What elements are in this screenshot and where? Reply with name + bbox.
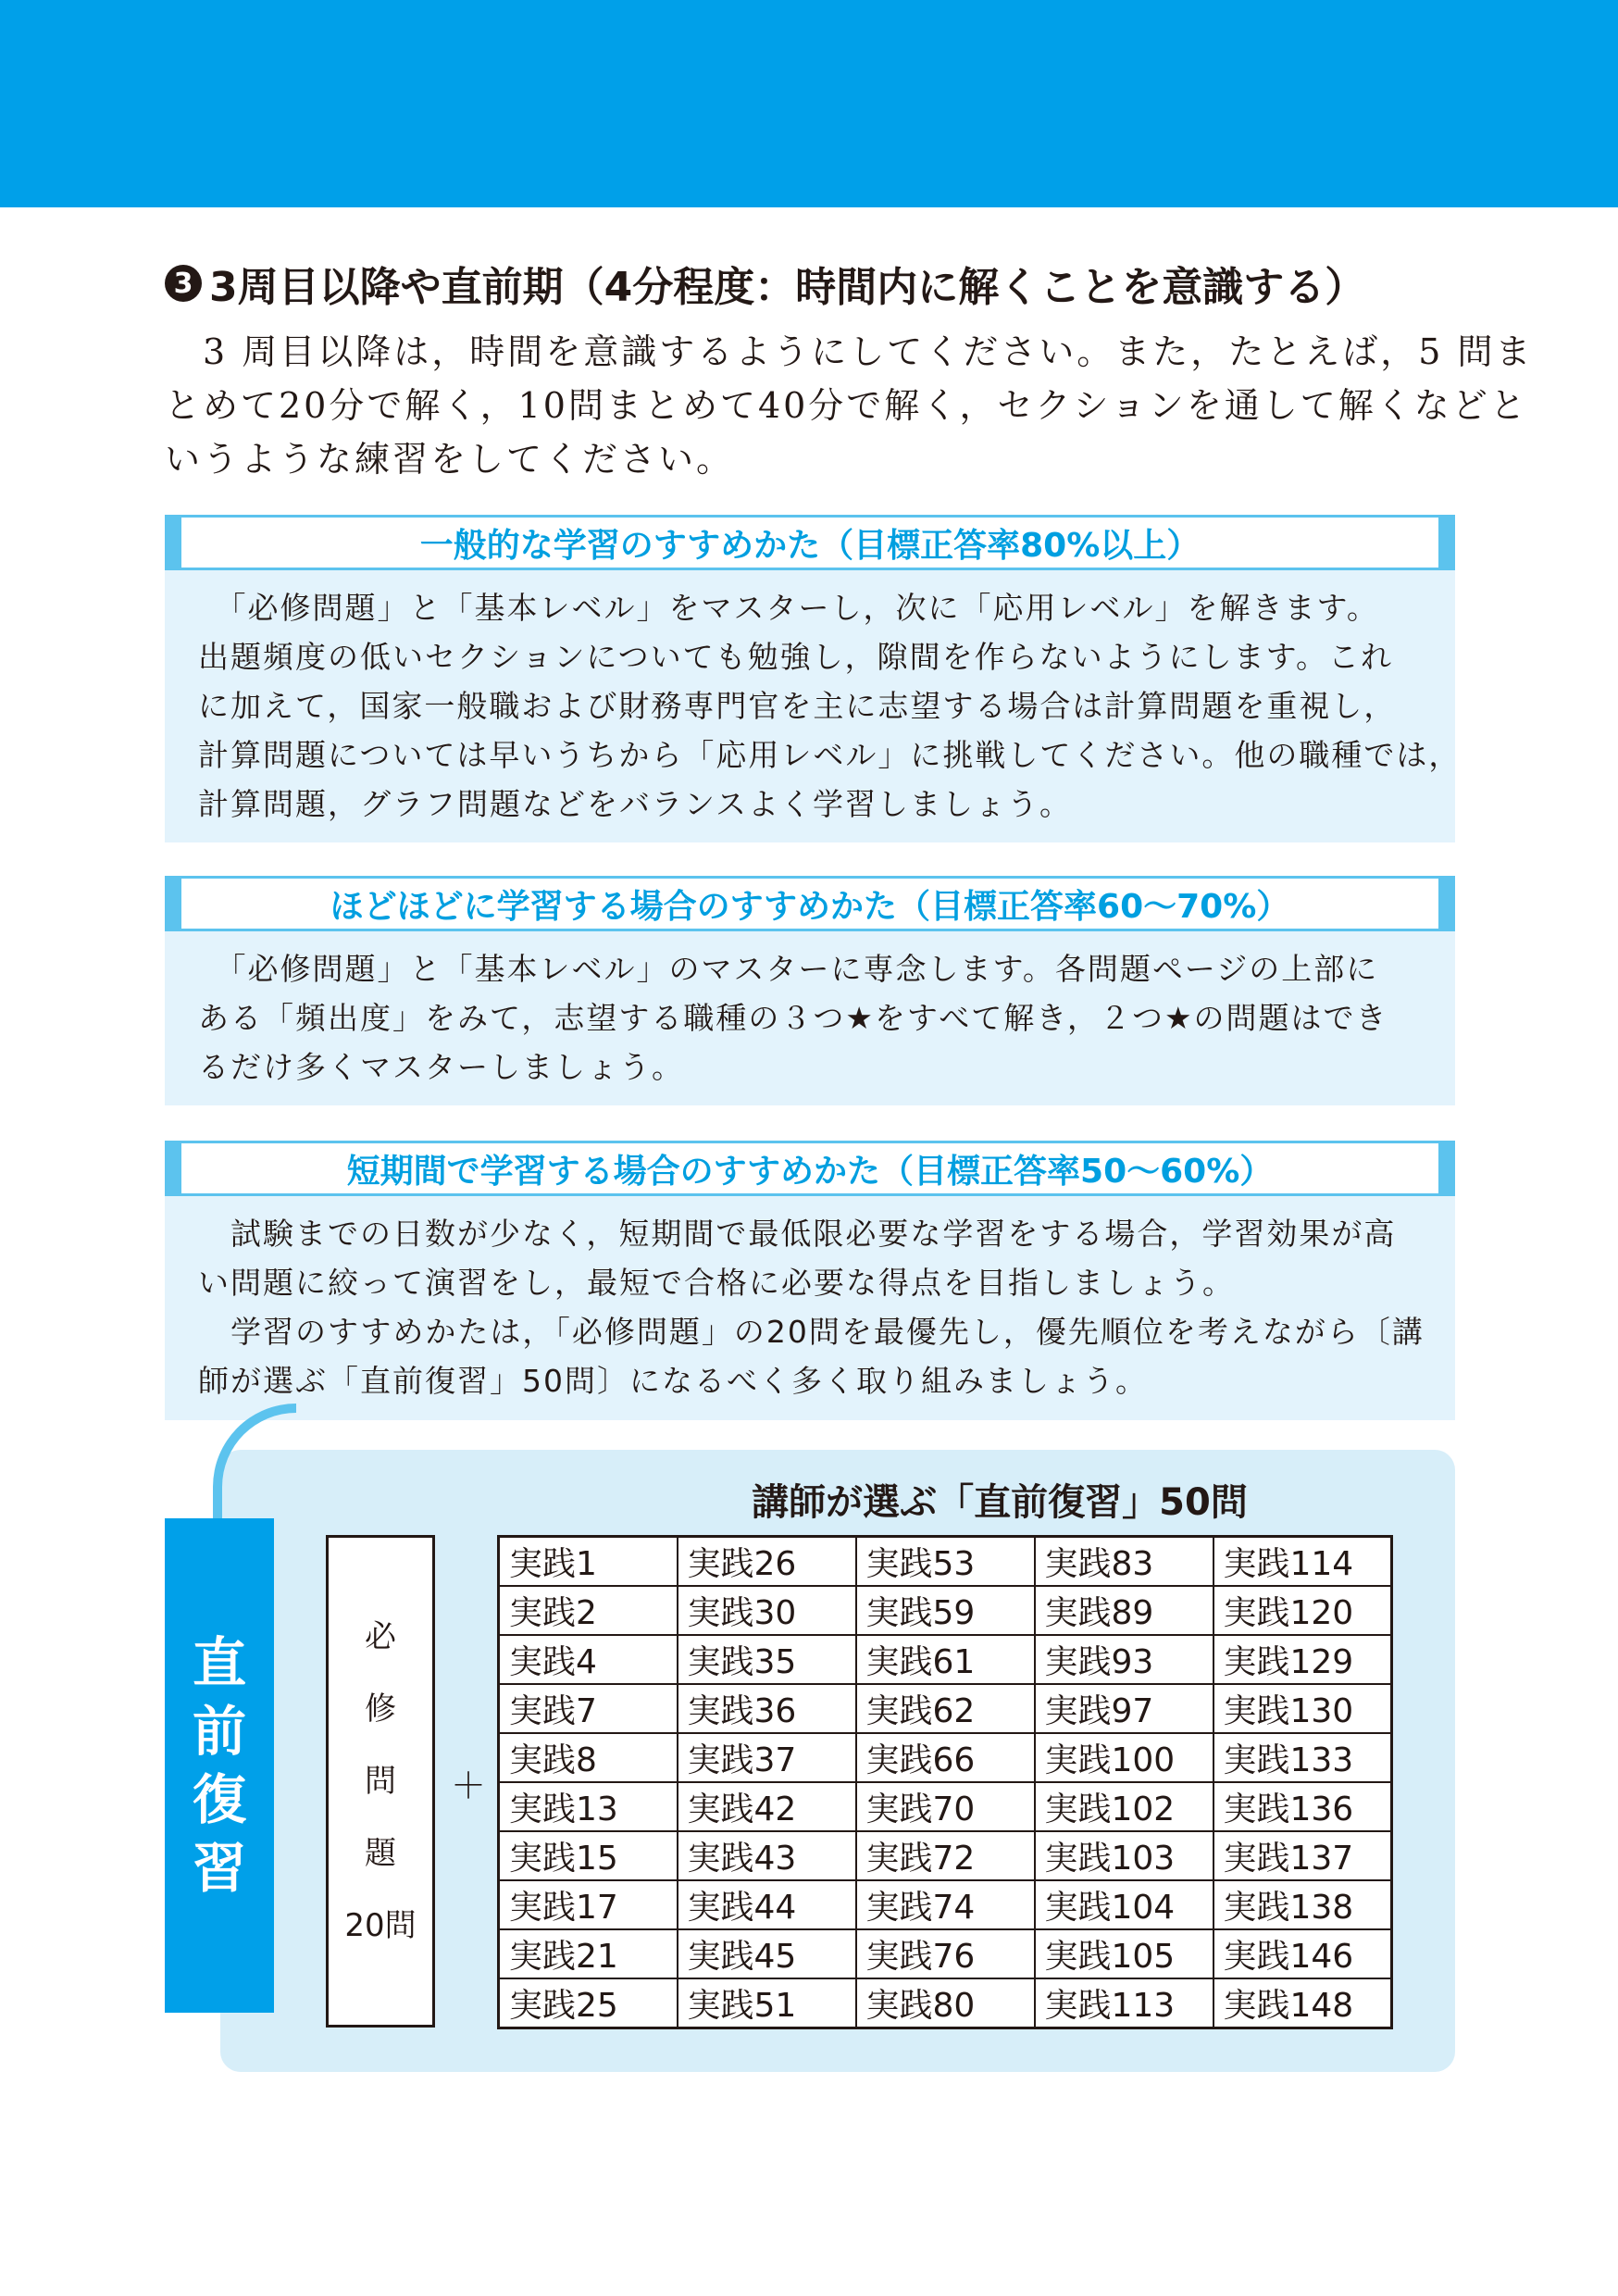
table-cell: 実践62 xyxy=(856,1684,1035,1733)
review-title: 講師が選ぶ「直前復習」50問 xyxy=(752,1480,1248,1524)
table-cell: 実践4 xyxy=(499,1635,678,1684)
table-row xyxy=(499,1782,1392,1831)
intro-line-1: 3 周目以降は，時間を意識するようにしてください。また，たとえば，5 問ま xyxy=(165,331,1534,372)
required-char: 必 xyxy=(365,1618,396,1655)
review-side-tab xyxy=(165,1518,274,2013)
table-cell: 実践120 xyxy=(1214,1586,1392,1635)
panel-line: 試験までの日数が少なく，短期間で最低限必要な学習をする場合，学習効果が高 xyxy=(198,1216,1397,1252)
table-cell: 実践102 xyxy=(1035,1782,1214,1831)
panel-line: 出題頻度の低いセクションについても勉強し，隙間を作らないようにします。これ xyxy=(198,639,1394,675)
table-row xyxy=(499,1733,1392,1782)
required-problems-box xyxy=(326,1535,435,2028)
table-cell: 実践17 xyxy=(499,1880,678,1929)
table-row xyxy=(499,1929,1392,1978)
table-cell: 実践74 xyxy=(856,1880,1035,1929)
table-cell: 実践45 xyxy=(678,1929,856,1978)
panel-general xyxy=(165,515,1462,842)
table-cell: 実践148 xyxy=(1214,1978,1392,2028)
side-char: 前 xyxy=(192,1700,246,1763)
intro-line-2: とめて20分で解く，10問まとめて40分で解く，セクションを通して解くなどと xyxy=(165,385,1528,426)
table-row xyxy=(499,1635,1392,1684)
table-cell: 実践100 xyxy=(1035,1733,1214,1782)
table-cell: 実践8 xyxy=(499,1733,678,1782)
table-cell: 実践104 xyxy=(1035,1880,1214,1929)
table-cell: 実践66 xyxy=(856,1733,1035,1782)
panel-short-term xyxy=(165,1141,1455,1420)
table-cell: 実践21 xyxy=(499,1929,678,1978)
panel-title: 短期間で学習する場合のすすめかた（目標正答率50～60%） xyxy=(346,1152,1274,1191)
table-cell: 実践44 xyxy=(678,1880,856,1929)
panel-title: ほどほどに学習する場合のすすめかた（目標正答率60～70%） xyxy=(330,887,1290,926)
panel-title: 一般的な学習のすすめかた（目標正答率80%以上） xyxy=(419,526,1201,565)
side-char: 習 xyxy=(192,1837,246,1900)
table-row xyxy=(499,1586,1392,1635)
table-cell: 実践1 xyxy=(499,1537,678,1587)
table-cell: 実践72 xyxy=(856,1831,1035,1880)
panel-line: 計算問題，グラフ問題などをバランスよく学習しましょう。 xyxy=(198,786,1073,822)
table-cell: 実践26 xyxy=(678,1537,856,1587)
table-cell: 実践30 xyxy=(678,1586,856,1635)
section-heading xyxy=(165,256,1461,311)
table-cell: 実践137 xyxy=(1214,1831,1392,1880)
table-cell: 実践7 xyxy=(499,1684,678,1733)
table-cell: 実践51 xyxy=(678,1978,856,2028)
section-title: 3周目以降や直前期（4分程度：時間内に解くことを意識する） xyxy=(209,264,1366,311)
panel-line: い問題に絞って演習をし，最短で合格に必要な得点を目指しましょう。 xyxy=(198,1265,1235,1301)
review-problem-table xyxy=(497,1535,1393,2029)
panel-line: 「必修問題」と「基本レベル」のマスターに専念します。各問題ページの上部に xyxy=(198,951,1379,987)
side-char: 復 xyxy=(192,1768,246,1831)
panel-line: 師が選ぶ「直前復習」50問〕になるべく多く取り組みましょう。 xyxy=(198,1363,1148,1399)
panel-line: 計算問題については早いうちから「応用レベル」に挑戦してください。他の職種では， xyxy=(198,737,1462,773)
table-cell: 実践114 xyxy=(1214,1537,1392,1587)
panel-line: 学習のすすめかたは，「必修問題」の20問を最優先し，優先順位を考えながら〔講 xyxy=(198,1314,1425,1350)
panel-header xyxy=(165,1141,1455,1196)
required-char: 修 xyxy=(365,1691,396,1728)
table-cell: 実践93 xyxy=(1035,1635,1214,1684)
table-cell: 実践70 xyxy=(856,1782,1035,1831)
decorative-arc xyxy=(213,1404,296,1533)
table-cell: 実践83 xyxy=(1035,1537,1214,1587)
table-cell: 実践43 xyxy=(678,1831,856,1880)
side-char: 直 xyxy=(192,1631,246,1694)
panel-moderate xyxy=(165,876,1455,1105)
section-number-badge: 3 xyxy=(165,265,202,302)
table-cell: 実践136 xyxy=(1214,1782,1392,1831)
table-cell: 実践25 xyxy=(499,1978,678,2028)
table-cell: 実践89 xyxy=(1035,1586,1214,1635)
table-cell: 実践37 xyxy=(678,1733,856,1782)
table-cell: 実践76 xyxy=(856,1929,1035,1978)
table-cell: 実践15 xyxy=(499,1831,678,1880)
table-row xyxy=(499,1684,1392,1733)
required-char: 題 xyxy=(365,1835,396,1872)
panel-header xyxy=(165,515,1455,570)
panel-line: に加えて，国家一般職および財務専門官を主に志望する場合は計算問題を重視し， xyxy=(198,688,1397,724)
table-cell: 実践2 xyxy=(499,1586,678,1635)
table-cell: 実践133 xyxy=(1214,1733,1392,1782)
table-row xyxy=(499,1537,1392,1587)
table-cell: 実践97 xyxy=(1035,1684,1214,1733)
table-cell: 実践13 xyxy=(499,1782,678,1831)
top-banner xyxy=(0,0,1618,207)
table-cell: 実践103 xyxy=(1035,1831,1214,1880)
table-cell: 実践53 xyxy=(856,1537,1035,1587)
table-cell: 実践113 xyxy=(1035,1978,1214,2028)
table-cell: 実践42 xyxy=(678,1782,856,1831)
table-cell: 実践130 xyxy=(1214,1684,1392,1733)
panel-line: ある「頻出度」をみて，志望する職種の３つ★をすべて解き，２つ★の問題はでき xyxy=(198,1000,1388,1036)
panel-line: 「必修問題」と「基本レベル」をマスターし，次に「応用レベル」を解きます。 xyxy=(198,590,1379,626)
required-count: 20問 xyxy=(344,1907,417,1944)
table-cell: 実践105 xyxy=(1035,1929,1214,1978)
table-cell: 実践138 xyxy=(1214,1880,1392,1929)
table-cell: 実践36 xyxy=(678,1684,856,1733)
plus-sign: ＋ xyxy=(450,1765,486,1806)
panel-line: るだけ多くマスターしましょう。 xyxy=(198,1049,684,1085)
table-cell: 実践146 xyxy=(1214,1929,1392,1978)
table-row xyxy=(499,1880,1392,1929)
table-row xyxy=(499,1831,1392,1880)
table-cell: 実践35 xyxy=(678,1635,856,1684)
table-cell: 実践80 xyxy=(856,1978,1035,2028)
panel-header xyxy=(165,876,1455,931)
table-cell: 実践59 xyxy=(856,1586,1035,1635)
table-cell: 実践129 xyxy=(1214,1635,1392,1684)
intro-line-3: いうような練習をしてください。 xyxy=(165,439,735,480)
required-char: 問 xyxy=(365,1763,396,1800)
table-cell: 実践61 xyxy=(856,1635,1035,1684)
table-row xyxy=(499,1978,1392,2028)
